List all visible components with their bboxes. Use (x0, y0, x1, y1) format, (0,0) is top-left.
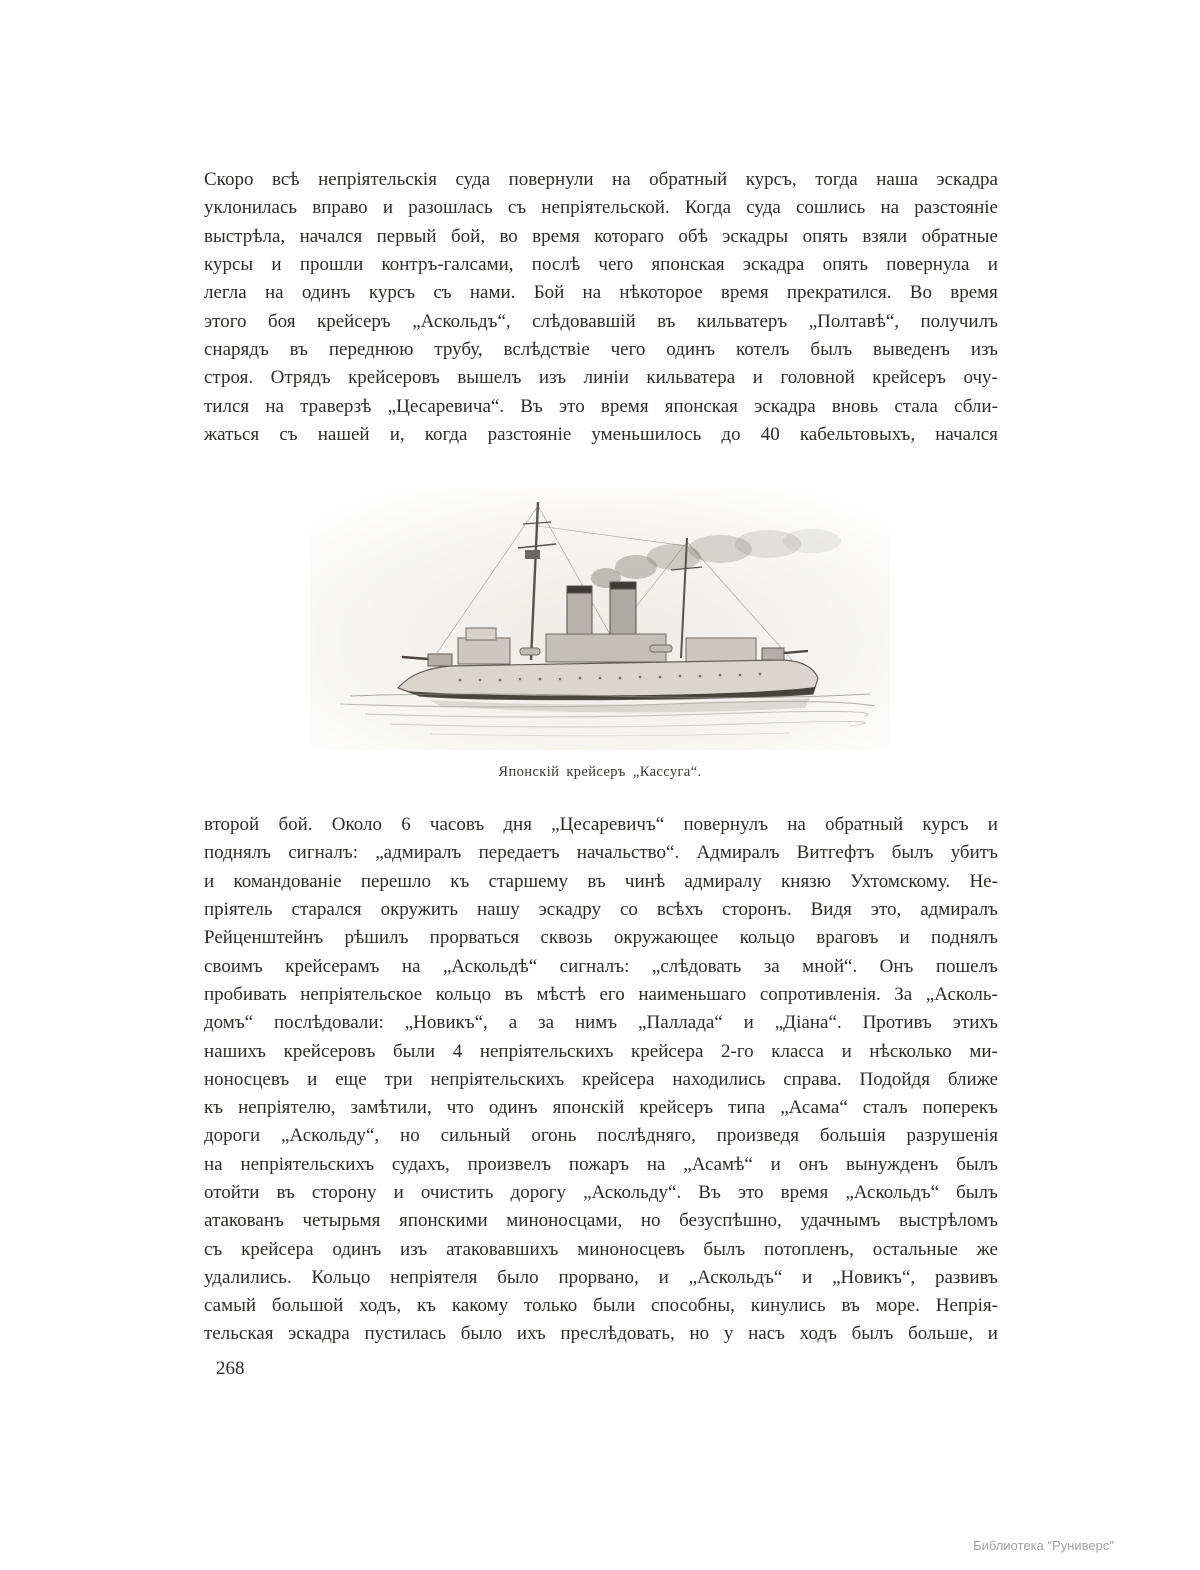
text-line: домъ“ послѣдовали: „Новикъ“, а за нимъ „Паллада“ и „Діана“. Противъ этихъ (204, 1012, 998, 1034)
fighting-top (525, 550, 540, 559)
text-line: второй бой. Около 6 часовъ дня „Цесаревичъ“ повернулъ на обратный курсъ и (204, 814, 998, 836)
text-line: самый большой ходъ, къ какому только были способны, кинулись въ море. Непрія- (204, 1295, 998, 1317)
page-number: 268 (216, 1358, 245, 1379)
text-line: удалились. Кольцо непріятеля было прорвано, и „Аскольдъ“ и „Новикъ“, развивъ (204, 1266, 998, 1288)
text-line: и командованіе перешло къ старшему въ чинѣ адмиралу князю Ухтомскому. Не- (204, 870, 998, 892)
text-line: легла на одинъ курсъ съ нами. Бой на нѣкоторое время прекратился. Во время (204, 282, 998, 304)
library-watermark: Библиотека "Руниверс" (973, 1538, 1114, 1553)
text-line: жаться съ нашей и, когда разстояніе уменьшилось до 40 кабельтовыхъ, начался (204, 423, 998, 445)
text-line: Рейценштейнъ рѣшилъ прорваться сквозь окружающее кольцо враговъ и поднялъ (204, 927, 998, 949)
text-line: отойти въ сторону и очистить дорогу „Аскольду“. Въ это время „Аскольдъ“ былъ (204, 1182, 998, 1203)
paragraph-top (204, 166, 998, 449)
text-line: тельская эскадра пустилась было ихъ преслѣдовать, но у насъ ходъ былъ больше, и (204, 1323, 998, 1345)
text-line: поднялъ сигналъ: „адмиралъ передаетъ начальство“. Адмиралъ Витгефтъ былъ убитъ (204, 842, 998, 864)
ship-illustration (310, 488, 890, 781)
text-line: снарядъ въ переднюю трубу, вслѣдствіе чего одинъ котелъ былъ выведенъ изъ (204, 338, 998, 360)
text-line: пробивать непріятельское кольцо въ мѣстѣ его наименьшаго сопротивленія. За „Асколь- (204, 983, 998, 1005)
text-line: ноносцевъ и еще три непріятельскихъ крейсера находились справа. Подойдя ближе (204, 1068, 998, 1090)
text-line: на непріятельскихъ судахъ, произвелъ пожаръ на „Асамѣ“ и онъ вынужденъ былъ (204, 1153, 998, 1175)
text-line: къ непріятелю, замѣтили, что одинъ японскій крейсеръ типа „Асама“ сталъ поперекъ (204, 1097, 998, 1119)
text-line: атакованъ четырьмя японскими миноносцами, но безуспѣшно, удачнымъ выстрѣломъ (204, 1210, 998, 1232)
text-line: строя. Отрядъ крейсеровъ вышелъ изъ линіи кильватера и головной крейсеръ очу- (204, 367, 998, 389)
text-line: этого боя крейсеръ „Аскольдъ“, слѣдовавшій въ кильватеръ „Полтавѣ“, получилъ (204, 310, 998, 332)
text-line: дороги „Аскольду“, но сильный огонь послѣдняго, произведя большія разрушенія (204, 1125, 998, 1147)
text-line: выстрѣла, начался первый бой, во время котораго обѣ эскадры опять взяли обратные (204, 225, 998, 247)
text-line: курсы и прошли контръ-галсами, послѣ чего японская эскадра опять повернула и (204, 254, 998, 276)
illustration-caption: Японскій крейсеръ „Кассуга“. (498, 764, 702, 780)
paragraph-bottom (204, 811, 998, 1349)
text-line: Скоро всѣ непріятельскія суда повернули на обратный курсъ, тогда наша эскадра (204, 169, 998, 191)
text-line: пріятель старался окружить нашу эскадру со всѣхъ сторонъ. Видя это, адмиралъ (204, 899, 998, 921)
text-line: своимъ крейсерамъ на „Аскольдѣ“ сигналъ: „слѣдовать за мной“. Онъ пошелъ (204, 955, 998, 977)
ship-engraving (310, 488, 890, 750)
text-line: тился на траверзѣ „Цесаревича“. Въ это время японская эскадра вновь стала сбли- (204, 395, 998, 417)
text-line: съ крейсера одинъ изъ атаковавшихъ миноносцевъ былъ потопленъ, остальные же (204, 1238, 998, 1260)
text-line: нашихъ крейсеровъ были 4 непріятельскихъ крейсера 2-го класса и нѣсколько ми- (204, 1040, 998, 1062)
text-line: уклонилась вправо и разошлась съ непріятельской. Когда суда сошлись на разстояніе (204, 197, 998, 219)
